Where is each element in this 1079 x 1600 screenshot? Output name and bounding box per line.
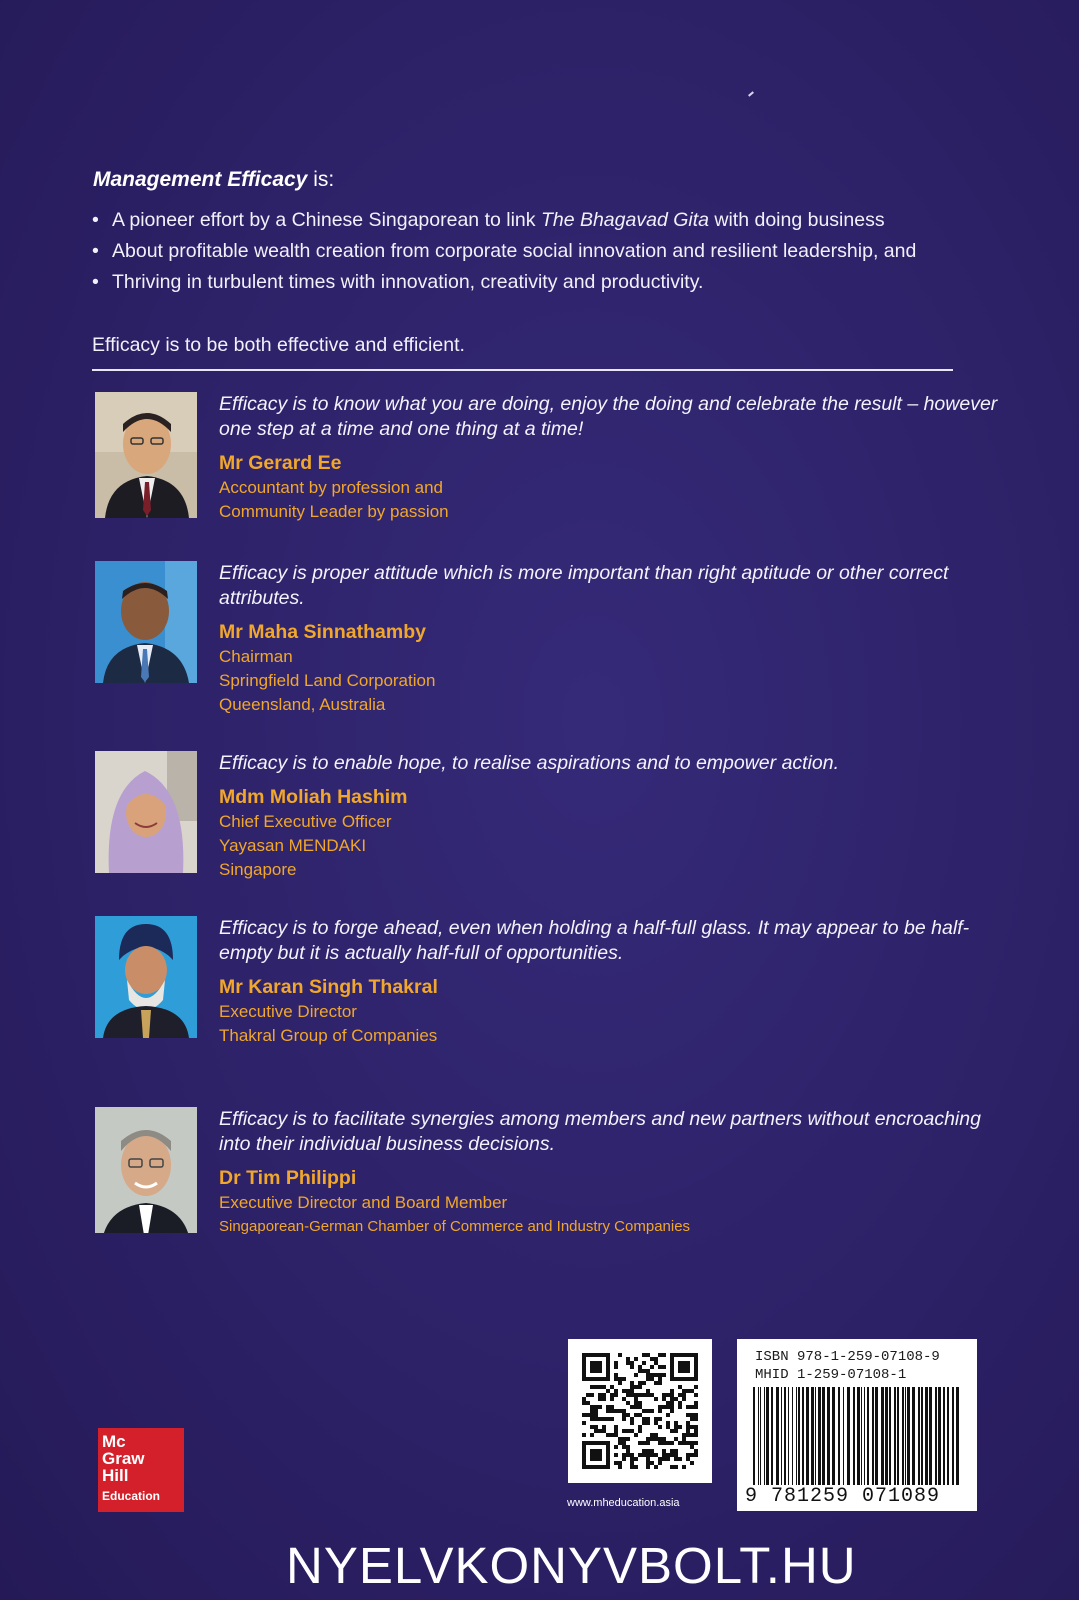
endorsement-quote: Efficacy is to facilitate synergies among members and new partners without encroaching into their individual business decisions. [219, 1108, 981, 1155]
bullet-item: • A pioneer effort by a Chinese Singaporean to link The Bhagavad Gita with doing business [92, 207, 992, 234]
intro-bullet-list [92, 207, 992, 300]
divider [92, 369, 953, 371]
intro-heading: Management Efficacy is: [93, 168, 335, 191]
endorser-role: Executive Director [219, 1002, 357, 1021]
publisher-url: www.mheducation.asia [567, 1497, 680, 1509]
endorsement-quote: Efficacy is proper attitude which is more important than right aptitude or other correct attributes. [219, 562, 949, 609]
endorser-role: Chairman [219, 647, 293, 666]
watermark: NYELVKONYVBOLT.HU [286, 1537, 857, 1594]
portrait-photo [95, 751, 197, 877]
qr-code [568, 1339, 712, 1483]
portrait-photo [95, 916, 197, 1042]
endorser-role: Singaporean-German Chamber of Commerce and Industry Companies [219, 1218, 691, 1235]
endorser-name: Dr Tim Philippi [219, 1167, 357, 1189]
endorsement-quote: Efficacy is to know what you are doing, enjoy the doing and celebrate the result – however one step at a time and one thing at a time! [219, 393, 998, 440]
endorser-role: Queensland, Australia [219, 695, 386, 714]
isbn-text: ISBN 978-1-259-07108-9 [755, 1349, 940, 1365]
endorsement-quote: Efficacy is to forge ahead, even when holding a half-full glass. It may appear to be half-empty but it is actually half-full of opportunities. [219, 917, 970, 964]
endorser-role: Singapore [219, 860, 297, 879]
endorser-role: Executive Director and Board Member [219, 1193, 508, 1212]
mcgraw-hill-logo: Mc Graw Hill Education [98, 1428, 184, 1512]
endorser-role: Chief Executive Officer [219, 812, 392, 831]
speck [748, 91, 754, 96]
portrait-photo [95, 392, 197, 518]
endorser-name: Mdm Moliah Hashim [219, 786, 408, 808]
endorser-name: Mr Karan Singh Thakral [219, 976, 438, 998]
endorser-role: Community Leader by passion [219, 502, 449, 521]
bullet-item: • About profitable wealth creation from corporate social innovation and resilient leadership, and [92, 238, 992, 265]
portrait-photo [95, 561, 197, 687]
endorser-role: Accountant by profession and [219, 478, 443, 497]
portrait-photo [95, 1107, 197, 1233]
barcode-number: 9 781259 071089 [745, 1485, 941, 1508]
endorser-name: Mr Gerard Ee [219, 452, 342, 474]
isbn-barcode [737, 1339, 977, 1511]
mhid-text: MHID 1-259-07108-1 [755, 1367, 907, 1383]
barcode-bars-icon [751, 1387, 963, 1485]
summary-line: Efficacy is to be both effective and efficient. [92, 334, 465, 356]
endorser-role: Yayasan MENDAKI [219, 836, 367, 855]
endorser-role: Thakral Group of Companies [219, 1026, 438, 1045]
qr-code-icon [582, 1353, 698, 1469]
endorser-role: Springfield Land Corporation [219, 671, 436, 690]
endorsement-quote: Efficacy is to enable hope, to realise aspirations and to empower action. [219, 752, 840, 774]
endorser-name: Mr Maha Sinnathamby [219, 621, 426, 643]
bullet-item: • Thriving in turbulent times with innovation, creativity and productivity. [92, 269, 992, 296]
